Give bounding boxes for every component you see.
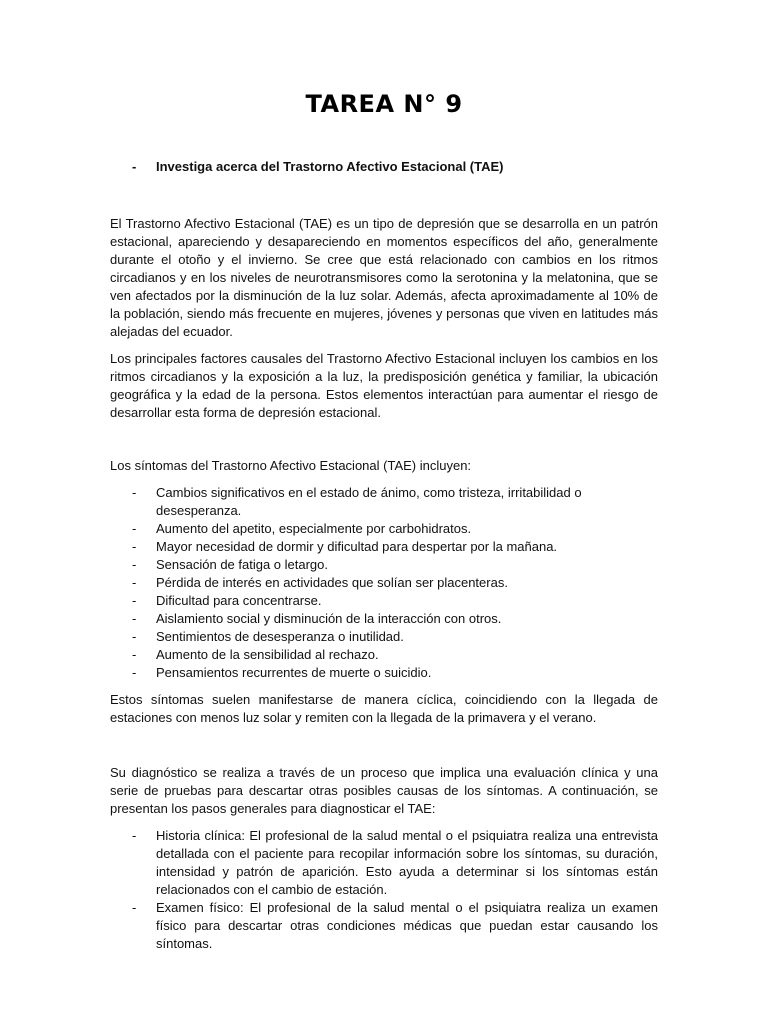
bullet-dash: - <box>132 828 137 843</box>
page-title: TAREA N° 9 <box>305 90 463 118</box>
bullet-dash: - <box>132 665 137 680</box>
list-item-text: Pérdida de interés en actividades que solían ser placenteras. <box>156 575 508 590</box>
bullet-dash: - <box>132 539 137 554</box>
list-item-text: Examen físico: El profesional de la salud mental o el psiquiatra realiza un examen físico para descartar otras condiciones médicas que puedan estar causando los síntomas. <box>156 900 658 951</box>
list-item-text: Dificultad para concentrarse. <box>156 593 322 608</box>
bullet-dash: - <box>132 900 137 915</box>
list-item-text: Aislamiento social y disminución de la interacción con otros. <box>156 611 502 626</box>
list-item-text: Historia clínica: El profesional de la salud mental o el psiquiatra realiza una entrevista detallada con el paciente para recopilar información sobre los síntomas, su duración, intensidad y patrón de aparición. Esto ayuda a determinar si los síntomas están relacionados con el cambio de estación. <box>156 828 658 897</box>
list-item-text: Pensamientos recurrentes de muerte o suicidio. <box>156 665 432 680</box>
bullet-dash: - <box>132 575 137 590</box>
list-item <box>110 899 658 953</box>
list-item-text: Mayor necesidad de dormir y dificultad para despertar por la mañana. <box>156 539 558 554</box>
list-item-text: Aumento de la sensibilidad al rechazo. <box>156 647 379 662</box>
list-item <box>110 556 658 574</box>
list-item <box>110 592 658 610</box>
bullet-dash: - <box>132 557 137 572</box>
list-item <box>110 484 658 520</box>
list-item <box>110 520 658 538</box>
list-item <box>110 646 658 664</box>
task-text: Investiga acerca del Trastorno Afectivo Estacional (TAE) <box>156 159 504 174</box>
symptoms-list <box>110 484 658 682</box>
paragraph-causes: Los principales factores causales del Trastorno Afectivo Estacional incluyen los cambios en los ritmos circadianos y la exposición a la luz, la predisposición genética y familiar, la ubicación geográfica y la edad de la persona. Estos elementos interactúan para aumentar el riesgo de desarrollar esta forma de depresión estacional. <box>110 351 658 420</box>
bullet-dash: - <box>132 629 137 644</box>
list-item-text: Sentimientos de desesperanza o inutilidad. <box>156 629 404 644</box>
task-item <box>110 158 658 176</box>
bullet-dash: - <box>132 593 137 608</box>
bullet-dash: - <box>132 159 137 174</box>
paragraph-diagnosis-intro: Su diagnóstico se realiza a través de un proceso que implica una evaluación clínica y una serie de pruebas para descartar otras posibles causas de los síntomas. A continuación, se presentan los pasos generales para diagnosticar el TAE: <box>110 765 658 816</box>
list-item <box>110 538 658 556</box>
list-item-text: Cambios significativos en el estado de ánimo, como tristeza, irritabilidad o desesperanza. <box>156 485 582 518</box>
diagnosis-list <box>110 827 658 953</box>
list-item-text: Sensación de fatiga o letargo. <box>156 557 329 572</box>
bullet-dash: - <box>132 611 137 626</box>
list-item <box>110 664 658 682</box>
bullet-dash: - <box>132 521 137 536</box>
list-item-text: Aumento del apetito, especialmente por carbohidratos. <box>156 521 472 536</box>
list-item <box>110 610 658 628</box>
paragraph-symptoms-outro: Estos síntomas suelen manifestarse de manera cíclica, coincidiendo con la llegada de estaciones con menos luz solar y remiten con la llegada de la primavera y el verano. <box>110 692 658 725</box>
bullet-dash: - <box>132 647 137 662</box>
list-item <box>110 827 658 899</box>
paragraph-definition: El Trastorno Afectivo Estacional (TAE) es un tipo de depresión que se desarrolla en un patrón estacional, apareciendo y desapareciendo en momentos específicos del año, generalmente durante el otoño y el invierno. Se cree que está relacionado con cambios en los ritmos circadianos y en los niveles de neurotransmisores como la serotonina y la melatonina, que se ven afectados por la disminución de la luz solar. Además, afecta aproximadamente al 10% de la población, siendo más frecuente en mujeres, jóvenes y personas que viven en latitudes más alejadas del ecuador. <box>110 216 658 339</box>
paragraph-symptoms-intro: Los síntomas del Trastorno Afectivo Estacional (TAE) incluyen: <box>110 458 472 473</box>
bullet-dash: - <box>132 485 137 500</box>
document-body <box>110 158 658 962</box>
list-item <box>110 628 658 646</box>
list-item <box>110 574 658 592</box>
